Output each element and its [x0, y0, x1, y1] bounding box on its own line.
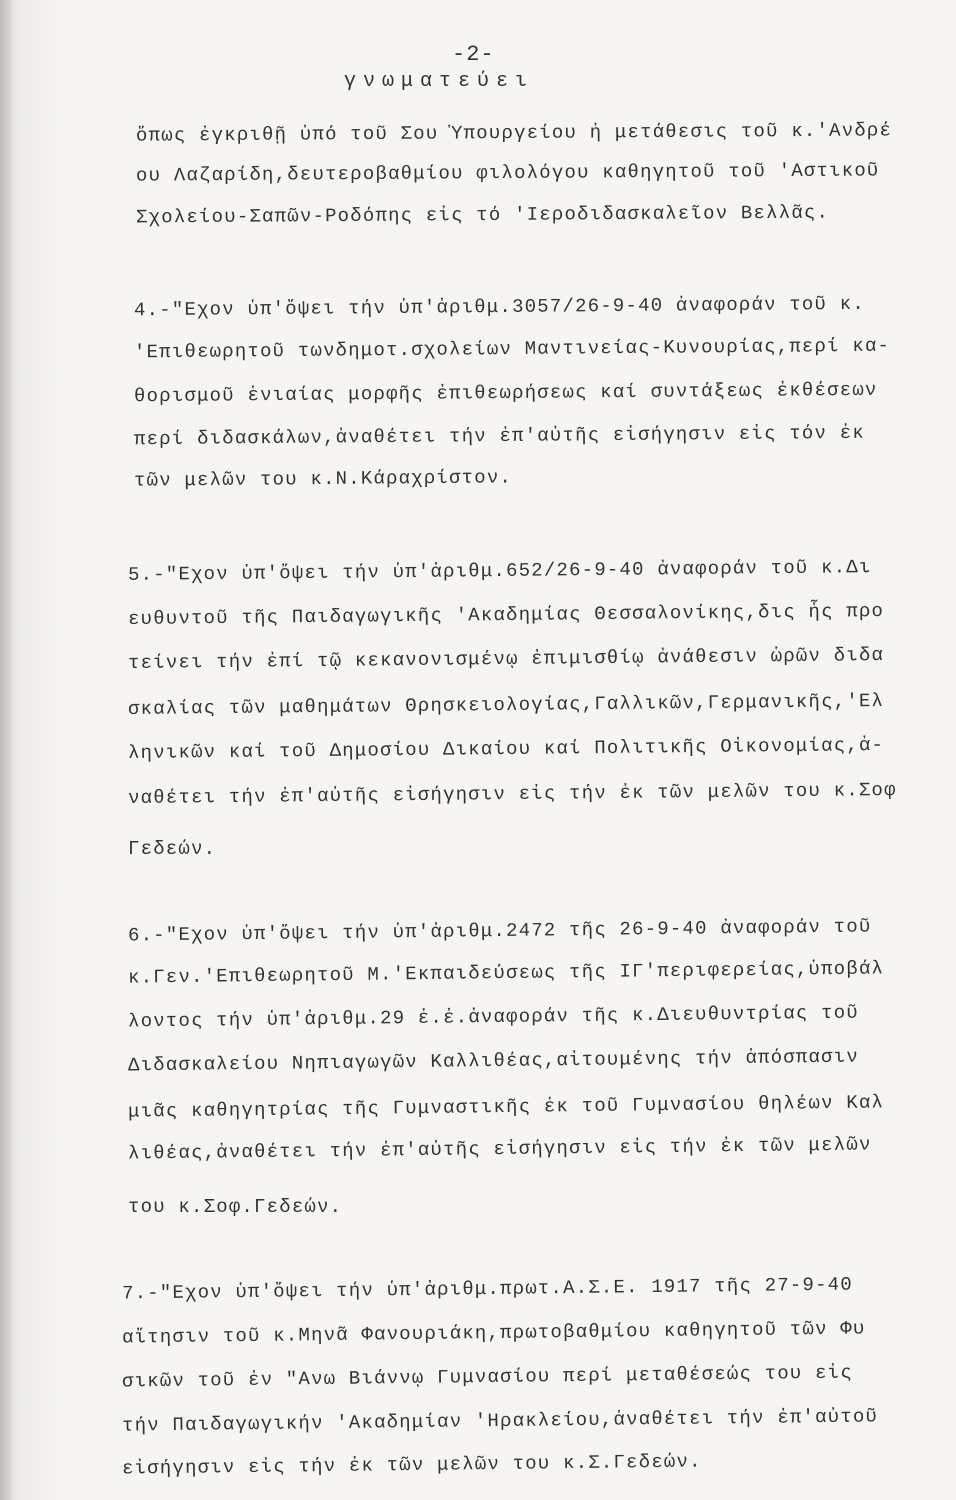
item-5-line-6: ναθέτει τήν ἐπ'αὐτῆς εἰσήγησιν εἰς τήν ἐκ τῶν μελῶν του κ.Σοφ [127, 778, 897, 810]
page-edge-shadow [0, 0, 14, 1500]
item-6-line-2: κ.Γεν.'Επιθεωρητοῦ Μ.'Εκπαιδεύσεως τῆς ΙΓ'περιφερείας,ὑποβάλ [127, 957, 885, 989]
item-6-line-3: λοντος τήν ὑπ'ἀριθμ.29 ἐ.ἐ.ἀναφοράν τῆς κ.Διευθυντρίας τοῦ [127, 1001, 860, 1033]
paragraph-1-line-3: Σχολείου-Σαπῶν-Ροδόπης εἰς τό 'Ιεροδιδασκαλεῖον Βελλᾶς. [135, 201, 830, 229]
item-7-line-2: αἴτησιν τοῦ κ.Μηνᾶ Φανουριάκη,πρωτοβαθμίου καθηγητοῦ τῶν Φυ [121, 1317, 866, 1349]
item-6-line-4: Διδασκαλείου Νηπιαγωγῶν Καλλιθέας,αἰτουμένης τήν ἀπόσπασιν [127, 1045, 860, 1077]
item-6-line-5: μιᾶς καθηγητρίας τῆς Γυμναστικῆς ἐκ τοῦ Γυμνασίου θηλέων Καλ [127, 1091, 885, 1123]
item-7-line-3: σικῶν τοῦ ἐν "Ανω Βιάννῳ Γυμνασίου περί μεταθέσεώς του εἰς [121, 1361, 854, 1393]
item-7-line-5: εἰσήγησιν εἰς τήν ἐκ τῶν μελῶν του κ.Σ.Γεδεών. [121, 1450, 702, 1480]
page-number: -2- [452, 42, 495, 67]
item-5-line-7: Γεδεών. [128, 838, 217, 860]
paragraph-1-line-2: ου Λαζαρίδη,δευτεροβαθμίου φιλολόγου καθηγητοῦ τοῦ 'Αστικοῦ [135, 159, 880, 187]
item-5-line-1: 5.-"Εχον ὑπ'ὄψει τήν ὑπ'ἀριθμ.652/26-9-40 ἀναφοράν τοῦ κ.Δι [127, 556, 872, 586]
item-4-line-1: 4.-"Εχον ὑπ'ὄψει τήν ὑπ'ἀριθμ.3057/26-9-40 ἀναφοράν τοῦ κ. [133, 292, 866, 322]
item-5-line-2: ευθυντοῦ τῆς Παιδαγωγικῆς 'Ακαδημίας Θεσσαλονίκης,δις ἧς προ [127, 600, 885, 630]
item-4-line-3: θορισμοῦ ἑνιαίας μορφῆς ἐπιθεωρήσεως καί συντάξεως ἐκθέσεων [133, 378, 878, 408]
item-7-line-4: τήν Παιδαγωγικήν 'Ακαδημίαν 'Ηρακλείου,ἀναθέτει τήν ἐπ'αὐτοῦ [121, 1405, 879, 1437]
heading: γνωματεύει [344, 70, 535, 93]
item-4-line-5: τῶν μελῶν του κ.Ν.Κάραχρίστον. [133, 466, 513, 492]
paragraph-1-line-1: ὅπως ἐγκριθῇ ὑπό τοῦ Σου Ὑπουργείου ἡ μετάθεσις τοῦ κ.'Ανδρέ [135, 119, 893, 147]
item-5-line-3: τείνει τήν ἐπί τῷ κεκανονισμένῳ ἐπιμισθίῳ ἀνάθεσιν ὡρῶν διδα [127, 644, 885, 674]
item-4-line-4: περί διδασκάλων,ἀναθέτει τήν ἐπ'αὐτῆς εἰσήγησιν εἰς τόν ἐκ [133, 421, 866, 451]
item-6-line-1: 6.-"Εχον ὑπ'ὄψει τήν ὑπ'ἀριθμ.2472 τῆς 26-9-40 ἀναφοράν τοῦ [127, 915, 872, 947]
item-4-line-2: 'Επιθεωρητοῦ τωνδημοτ.σχολείων Μαντινείας-Κυνουρίας,περί κα- [133, 334, 891, 364]
item-5-line-5: ληνικῶν καί τοῦ Δημοσίου Δικαίου καί Πολιτικῆς Οἰκονομίας,ἀ- [127, 734, 885, 764]
item-7-line-1: 7.-"Εχον ὑπ'ὄψει τήν ὑπ'ἀριθμ.πρωτ.Α.Σ.Ε. 1917 τῆς 27-9-40 [121, 1273, 854, 1305]
item-5-line-4: σκαλίας τῶν μαθημάτων Θρησκειολογίας,Γαλλικῶν,Γερμανικῆς,'Ελ [127, 690, 885, 720]
item-6-line-7: του κ.Σοφ.Γεδεών. [128, 1196, 343, 1218]
item-6-line-6: λιθέας,ἀναθέτει τήν ἐπ'αὐτῆς εἰσήγησιν εἰς τήν ἐκ τῶν μελῶν [127, 1133, 872, 1165]
